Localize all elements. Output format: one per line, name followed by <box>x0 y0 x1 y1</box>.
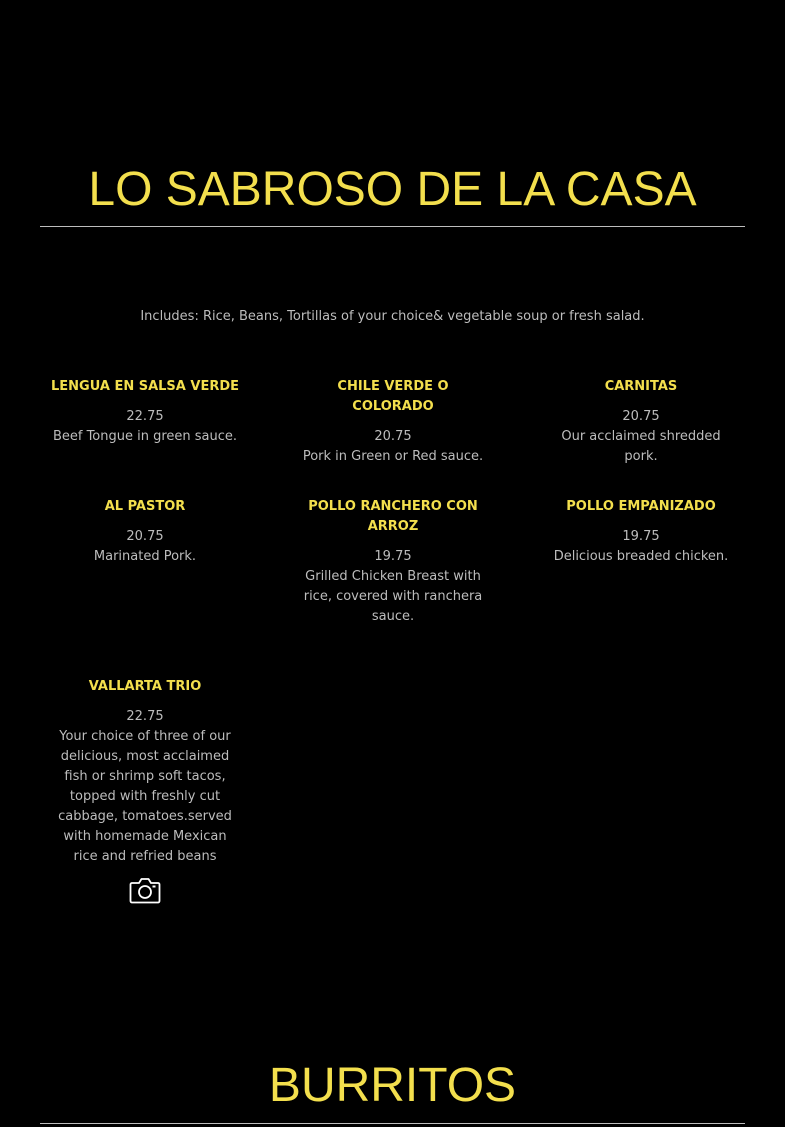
menu-item-description: Grilled Chicken Breast with rice, covered with ranchera sauce. <box>303 569 483 624</box>
section-title-house-specials: LO SABROSO DE LA CASA <box>88 163 697 216</box>
menu-item-description: Marinated Pork. <box>93 549 197 564</box>
menu-item-description: Our acclaimed shredded pork. <box>561 429 721 464</box>
menu-item-name: POLLO RANCHERO CON ARROZ <box>308 499 478 534</box>
menu-item-pollo-empanizado <box>546 497 736 567</box>
menu-item-name: VALLARTA TRIO <box>88 679 202 694</box>
menu-item-price: 19.75 <box>374 549 412 564</box>
menu-item-name: POLLO EMPANIZADO <box>566 499 716 514</box>
menu-item-vallarta-trio <box>50 677 240 905</box>
menu-item-price: 20.75 <box>622 409 660 424</box>
menu-item-pollo-ranchero <box>298 497 488 627</box>
camera-icon[interactable] <box>129 875 161 905</box>
section-divider <box>40 1123 745 1124</box>
menu-item-price: 22.75 <box>126 709 164 724</box>
menu-item-price: 19.75 <box>622 529 660 544</box>
menu-item-description: Pork in Green or Red sauce. <box>302 449 484 464</box>
menu-item-price: 20.75 <box>374 429 412 444</box>
menu-item-price: 22.75 <box>126 409 164 424</box>
menu-item-name: CHILE VERDE O COLORADO <box>337 379 449 414</box>
menu-item-carnitas <box>546 377 736 467</box>
menu-item-al-pastor <box>50 497 240 567</box>
section-includes-note: Includes: Rice, Beans, Tortillas of your choice& vegetable soup or fresh salad. <box>140 309 645 324</box>
menu-item-price: 20.75 <box>126 529 164 544</box>
menu-item-name: AL PASTOR <box>104 499 186 514</box>
menu-item-description: Your choice of three of our delicious, most acclaimed fish or shrimp soft tacos, topped with freshly cut cabbage, tomatoes.served with homemade Mexican rice and refried beans <box>58 729 232 864</box>
menu-item-description: Beef Tongue in green sauce. <box>52 429 238 444</box>
menu-item-description: Delicious breaded chicken. <box>553 549 729 564</box>
menu-item-name: LENGUA EN SALSA VERDE <box>50 379 240 394</box>
menu-item-lengua <box>50 377 240 447</box>
section-divider <box>40 226 745 227</box>
section-title-burritos: BURRITOS <box>268 1059 517 1112</box>
menu-item-chile-verde <box>298 377 488 467</box>
menu-item-name: CARNITAS <box>604 379 678 394</box>
